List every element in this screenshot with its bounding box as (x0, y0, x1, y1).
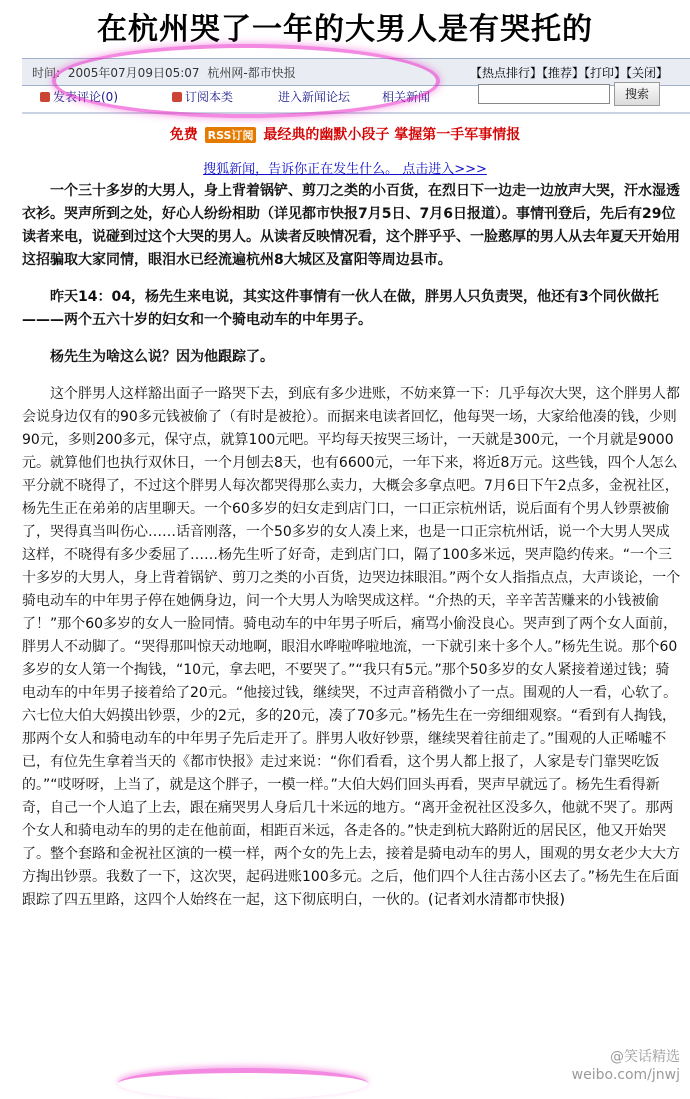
paragraph-main-text: 这个胖男人这样豁出面子一路哭下去，到底有多少进账，不妨来算一下：几乎每次大哭，这个胖男人都会说身边仅有的90多元钱被偷了（有时是被抢）。而据来电读者回忆，他每哭一场，大家给他凑的钱，少则90元，多则200多元，保守点，就算100元吧。平均每天按哭三场计，一天就是300元，一个月就是9000元。就算他们也执行双休日，一个月刨去8天，也有6600元，一年下来，将近8万元。这些钱，四个人怎么平分就不晓得了，不过这个胖男人每次都哭得那么卖力，大概会多拿点吧。7月6日下午2点多，金祝社区，杨先生正在弟弟的店里聊天。一个60多岁的妇女走到店门口，一口正宗杭州话，说后面有个男人钞票被偷了，哭得真当叫伤心……话音刚落，一个50多岁的女人凑上来，也是一口正宗杭州话，说一个大男人哭成这样，不晓得有多少委屈了……杨先生听了好奇，走到店门口，隔了100多米远，哭声隐约传来。“一个三十多岁的大男人，身上背着锅铲、剪刀之类的小百货，边哭边抹眼泪。”两个女人指指点点，大声谈论，一个骑电动车的中年男子停在她俩身边，问一个大男人为啥哭成这样。“介热的天，辛辛苦苦赚来的小钱被偷了！”那个60多岁的女人一脸同情。骑电动车的中年男子听后，痛骂小偷没良心。哭声到了两个女人面前，胖男人不动脚了。“哭得那叫惊天动地啊，眼泪水哗啦哗啦地流，一下就引来十多个人。”杨先生说。那个60多岁的女人第一个掏钱，“10元，拿去吧，不要哭了。”“我只有5元。”那个50多岁的女人紧接着递过钱；骑电动车的中年男子接着给了20元。“他接过钱，继续哭，不过声音稍微小了一点。围观的人一看，心软了。六七位大伯大妈摸出钞票，少的2元，多的20元，凑了70多元。”杨先生在一旁细细观察。“看到有人掏钱，那两个女人和骑电动车的中年男子先后走开了。胖男人收好钞票，继续哭着往前走了。”围观的人正唏嘘不已，有位先生拿着当天的《都市快报》走过来说：“你们看看，这个男人都上报了，人家是专门靠哭吃饭的。”“哎呀呀，上当了，就是这个胖子，一模一样。”大伯大妈们回头再看，哭声早就远了。杨先生看得新奇，自己一个人追了上去，跟在痛哭男人身后几十米远的地方。“离开金祝社区没多久，他就不哭了。那两个女人和骑电动车的男的走在他前面，相距百米远，各走各的。”快走到杭大路附近的居民区，他又开始哭了。整个套路和金祝社区演的一模一样，两个女的先上去，接着是骑电动车的男人，围观的男女老少大大方方掏出钞票。我数了一下，这次哭，起码进账100多元。之后，他们四个人往古荡小区去了。”杨先生在后面跟踪了四五里路，这四个人始终在一起，这下彻底明白，一伙的。 (22, 386, 681, 908)
watermark-url: weibo.com/jnwj (571, 1067, 680, 1083)
promo-free: 免费 (169, 127, 198, 143)
article-toolbar (470, 64, 668, 81)
search-button[interactable]: 搜索 (614, 82, 660, 106)
forum-link[interactable]: 进入新闻论坛 (278, 90, 351, 104)
byline: (记者刘水清都市快报) (428, 892, 565, 908)
subscribe-link[interactable]: 订阅本类 (172, 88, 233, 105)
rss-badge-icon: RSS订阅 (205, 127, 257, 143)
paragraph-question: 杨先生为啥这么说？因为他跟踪了。 (50, 349, 274, 365)
close-link[interactable]: 【关闭】 (625, 66, 668, 80)
publish-time: 2005年07月09日05:07 (67, 66, 200, 80)
print-link[interactable]: 【打印】 (583, 66, 626, 80)
highlight-circle (52, 44, 440, 118)
highlight-underline (118, 1068, 368, 1099)
watermark-handle: @笑话精选 (610, 1049, 680, 1065)
comment-link[interactable]: 发表评论(0) (40, 88, 118, 105)
paragraph-main (22, 383, 682, 912)
search-input[interactable] (478, 84, 610, 104)
promo-banner[interactable] (0, 124, 690, 144)
paragraph-yang-call: 昨天14：04，杨先生来电说，其实这件事情有一伙人在做，胖男人只负责哭，他还有3个同伙做托———两个五六十岁的妇女和一个骑电动车的中年男子。 (22, 289, 659, 328)
promo-text-military: 掌握第一手军事情报 (394, 127, 521, 143)
hot-ranking-link[interactable]: 【热点排行】 (469, 66, 542, 80)
article-body (22, 180, 682, 912)
comment-icon (40, 92, 50, 102)
weibo-watermark (572, 1048, 680, 1084)
recommend-link[interactable]: 【推荐】 (541, 66, 584, 80)
page-title: 在杭州哭了一年的大男人是有哭托的 (97, 12, 593, 47)
promo-text-humor: 最经典的幽默小段子 (263, 127, 390, 143)
source-label: 杭州网-都市快报 (207, 66, 296, 80)
time-label: 时间: (32, 66, 61, 80)
paragraph-intro: 一个三十多岁的大男人，身上背着锅铲、剪刀之类的小百货，在烈日下一边走一边放声大哭，汗水湿透衣衫。哭声所到之处，好心人纷纷相助（详见都市快报7月5日、7月6日报道）。事情刊登后，先后有29位读者来电，说碰到过这个大哭的男人。从读者反映情况看，这个胖乎乎、一脸憨厚的男人从去年夏天开始用这招骗取大家同情，眼泪水已经流遍杭州8大城区及富阳等周边县市。 (22, 183, 680, 268)
related-news-link[interactable]: 相关新闻 (382, 90, 431, 104)
divider (22, 112, 690, 114)
sohu-news-link[interactable]: 搜狐新闻，告诉你正在发生什么。 点击进入>>> (203, 162, 487, 177)
